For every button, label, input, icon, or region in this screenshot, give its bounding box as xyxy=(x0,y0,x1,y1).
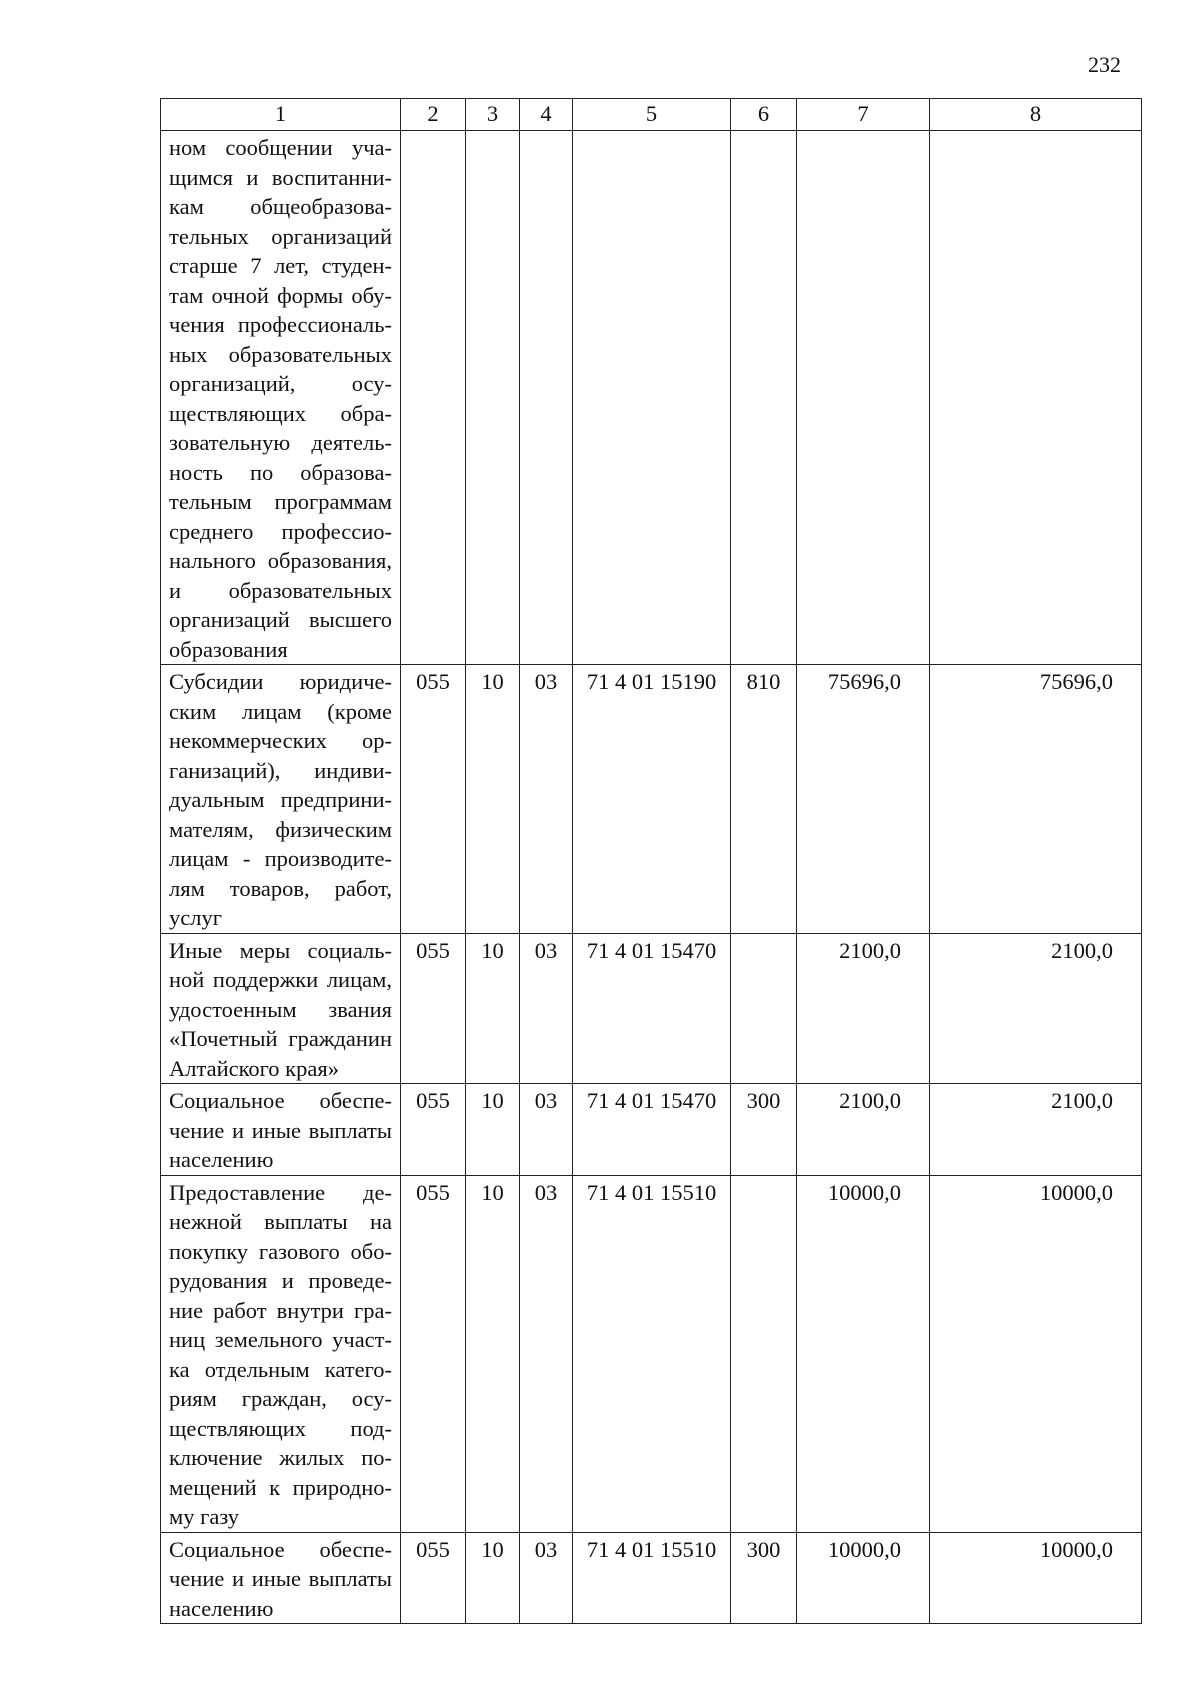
table-row xyxy=(161,933,1142,1084)
cell-subsection: 03 xyxy=(520,1084,573,1176)
cell-subsection xyxy=(520,131,573,665)
cell-amount-col7 xyxy=(797,131,930,665)
cell-expense-type xyxy=(731,933,797,1084)
table-row xyxy=(161,1532,1142,1624)
row-description: Социальное обеспечение и иные выплаты населению xyxy=(161,1084,401,1176)
column-header-7: 7 xyxy=(797,99,930,131)
column-header-6: 6 xyxy=(731,99,797,131)
cell-target-article: 71 4 01 15470 xyxy=(573,1084,731,1176)
cell-target-article: 71 4 01 15470 xyxy=(573,933,731,1084)
column-header-2: 2 xyxy=(401,99,466,131)
cell-amount-col8: 2100,0 xyxy=(930,1084,1142,1176)
cell-amount-col8: 10000,0 xyxy=(930,1175,1142,1532)
cell-amount-col8: 2100,0 xyxy=(930,933,1142,1084)
cell-admin-code: 055 xyxy=(401,1532,466,1624)
cell-section: 10 xyxy=(466,1532,520,1624)
cell-subsection: 03 xyxy=(520,665,573,934)
cell-admin-code: 055 xyxy=(401,933,466,1084)
cell-admin-code: 055 xyxy=(401,665,466,934)
cell-amount-col7: 2100,0 xyxy=(797,933,930,1084)
cell-subsection: 03 xyxy=(520,1175,573,1532)
cell-section: 10 xyxy=(466,1084,520,1176)
row-description: Субсидии юридическим лицам (кроме некоммерческих организаций), индивидуальным предпринимателям, физическим лицам - производителям товаров, работ, услуг xyxy=(161,665,401,934)
cell-admin-code xyxy=(401,131,466,665)
cell-amount-col8 xyxy=(930,131,1142,665)
cell-amount-col8: 75696,0 xyxy=(930,665,1142,934)
cell-amount-col7: 10000,0 xyxy=(797,1175,930,1532)
column-header-5: 5 xyxy=(573,99,731,131)
cell-amount-col8: 10000,0 xyxy=(930,1532,1142,1624)
cell-target-article xyxy=(573,131,731,665)
cell-target-article: 71 4 01 15190 xyxy=(573,665,731,934)
cell-admin-code: 055 xyxy=(401,1175,466,1532)
page-number: 232 xyxy=(1088,52,1121,77)
column-header-3: 3 xyxy=(466,99,520,131)
cell-target-article: 71 4 01 15510 xyxy=(573,1532,731,1624)
cell-subsection: 03 xyxy=(520,933,573,1084)
row-description: Социальное обеспечение и иные выплаты населению xyxy=(161,1532,401,1624)
cell-expense-type xyxy=(731,1175,797,1532)
cell-amount-col7: 2100,0 xyxy=(797,1084,930,1176)
cell-section: 10 xyxy=(466,1175,520,1532)
cell-target-article: 71 4 01 15510 xyxy=(573,1175,731,1532)
cell-amount-col7: 10000,0 xyxy=(797,1532,930,1624)
row-description: Предоставление денежной выплаты на покупку газового оборудования и проведение работ внутри границ земельного участка отдельным категориям граждан, осуществляющих подключение жилых помещений к природному газу xyxy=(161,1175,401,1532)
cell-expense-type: 300 xyxy=(731,1084,797,1176)
table-row xyxy=(161,1084,1142,1176)
row-description: Иные меры социальной поддержки лицам, удостоенным звания «Почетный гражданин Алтайского края» xyxy=(161,933,401,1084)
cell-section xyxy=(466,131,520,665)
column-number-row xyxy=(161,99,1142,131)
table-row xyxy=(161,665,1142,934)
row-description: ном сообщении учащимся и воспитанникам общеобразовательных организаций старше 7 лет, студентам очной формы обучения профессиональных образовательных организаций, осуществляющих образовательную деятельность по образовательным программам среднего профессионального образования, и образовательных организаций высшего образования xyxy=(161,131,401,665)
cell-section: 10 xyxy=(466,933,520,1084)
cell-admin-code: 055 xyxy=(401,1084,466,1176)
cell-expense-type: 300 xyxy=(731,1532,797,1624)
table-row xyxy=(161,131,1142,665)
cell-expense-type xyxy=(731,131,797,665)
cell-subsection: 03 xyxy=(520,1532,573,1624)
cell-section: 10 xyxy=(466,665,520,934)
column-header-4: 4 xyxy=(520,99,573,131)
budget-table xyxy=(160,98,1142,1624)
column-header-1: 1 xyxy=(161,99,401,131)
column-header-8: 8 xyxy=(930,99,1142,131)
cell-amount-col7: 75696,0 xyxy=(797,665,930,934)
cell-expense-type: 810 xyxy=(731,665,797,934)
table-row xyxy=(161,1175,1142,1532)
